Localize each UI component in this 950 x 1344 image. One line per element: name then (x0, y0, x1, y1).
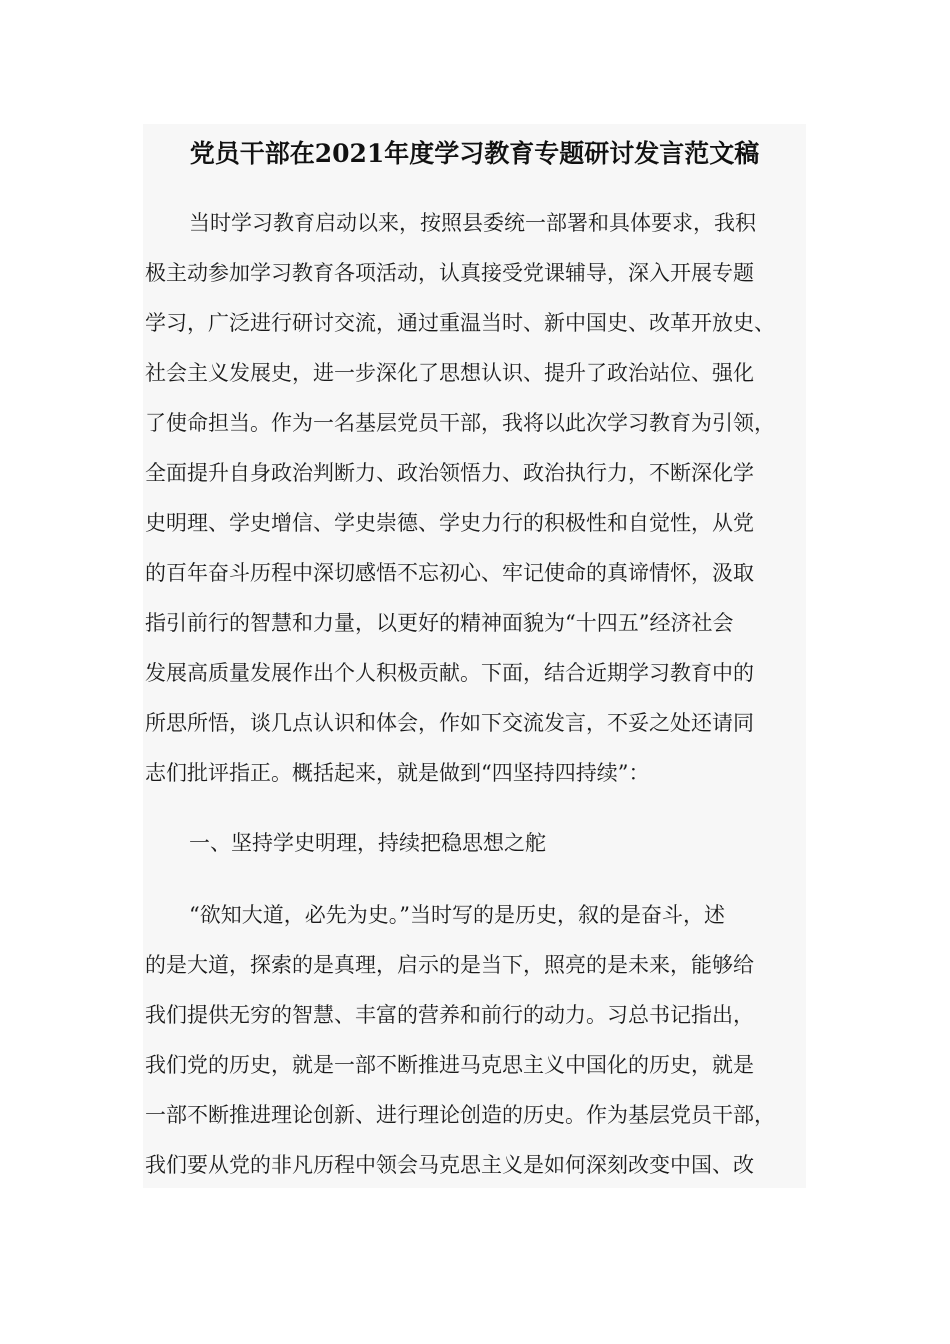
document-page (143, 124, 806, 1188)
paragraph-line: 史明理、学史增信、学史崇德、学史力行的积极性和自觉性，从党 (145, 511, 754, 535)
paragraph-line: 社会主义发展史，进一步深化了思想认识、提升了政治站位、强化 (145, 361, 754, 385)
paragraph-line: 我们党的历史，就是一部不断推进马克思主义中国化的历史，就是 (145, 1053, 754, 1077)
paragraph-line: “欲知大道，必先为史。”当时写的是历史，叙的是奋斗，述 (189, 903, 725, 927)
paragraph-intro (145, 198, 806, 798)
paragraph-line: 指引前行的智慧和力量，以更好的精神面貌为“十四五”经济社会 (145, 611, 734, 635)
paragraph-line: 发展高质量发展作出个人积极贡献。下面，结合近期学习教育中的 (145, 661, 754, 685)
document-title: 党员干部在2021年度学习教育专题研讨发言范文稿 (189, 139, 760, 168)
paragraph-section1 (145, 890, 806, 1188)
paragraph-line: 当时学习教育启动以来，按照县委统一部署和具体要求，我积 (189, 211, 756, 235)
paragraph-line: 所思所悟，谈几点认识和体会，作如下交流发言，不妥之处还请同 (145, 711, 754, 735)
paragraph-line: 一部不断推进理论创新、进行理论创造的历史。作为基层党员干部， (145, 1103, 775, 1127)
paragraph-line: 的是大道，探索的是真理，启示的是当下，照亮的是未来，能够给 (145, 953, 754, 977)
paragraph-line: 全面提升自身政治判断力、政治领悟力、政治执行力，不断深化学 (145, 461, 754, 485)
paragraph-line: 的百年奋斗历程中深切感悟不忘初心、牢记使命的真谛情怀，汲取 (145, 561, 754, 585)
paragraph-line: 我们要从党的非凡历程中领会马克思主义是如何深刻改变中国、改 (145, 1153, 754, 1177)
paragraph-line: 学习，广泛进行研讨交流，通过重温当时、新中国史、改革开放史、 (145, 311, 775, 335)
paragraph-line: 志们批评指正。概括起来，就是做到“四坚持四持续”： (145, 761, 650, 785)
paragraph-line: 极主动参加学习教育各项活动，认真接受党课辅导，深入开展专题 (145, 261, 754, 285)
paragraph-line: 我们提供无穷的智慧、丰富的营养和前行的动力。习总书记指出， (145, 1003, 754, 1027)
section-heading-text: 一、坚持学史明理，持续把稳思想之舵 (189, 831, 546, 855)
section-heading (145, 818, 806, 868)
paragraph-line: 了使命担当。作为一名基层党员干部，我将以此次学习教育为引领， (145, 411, 775, 435)
